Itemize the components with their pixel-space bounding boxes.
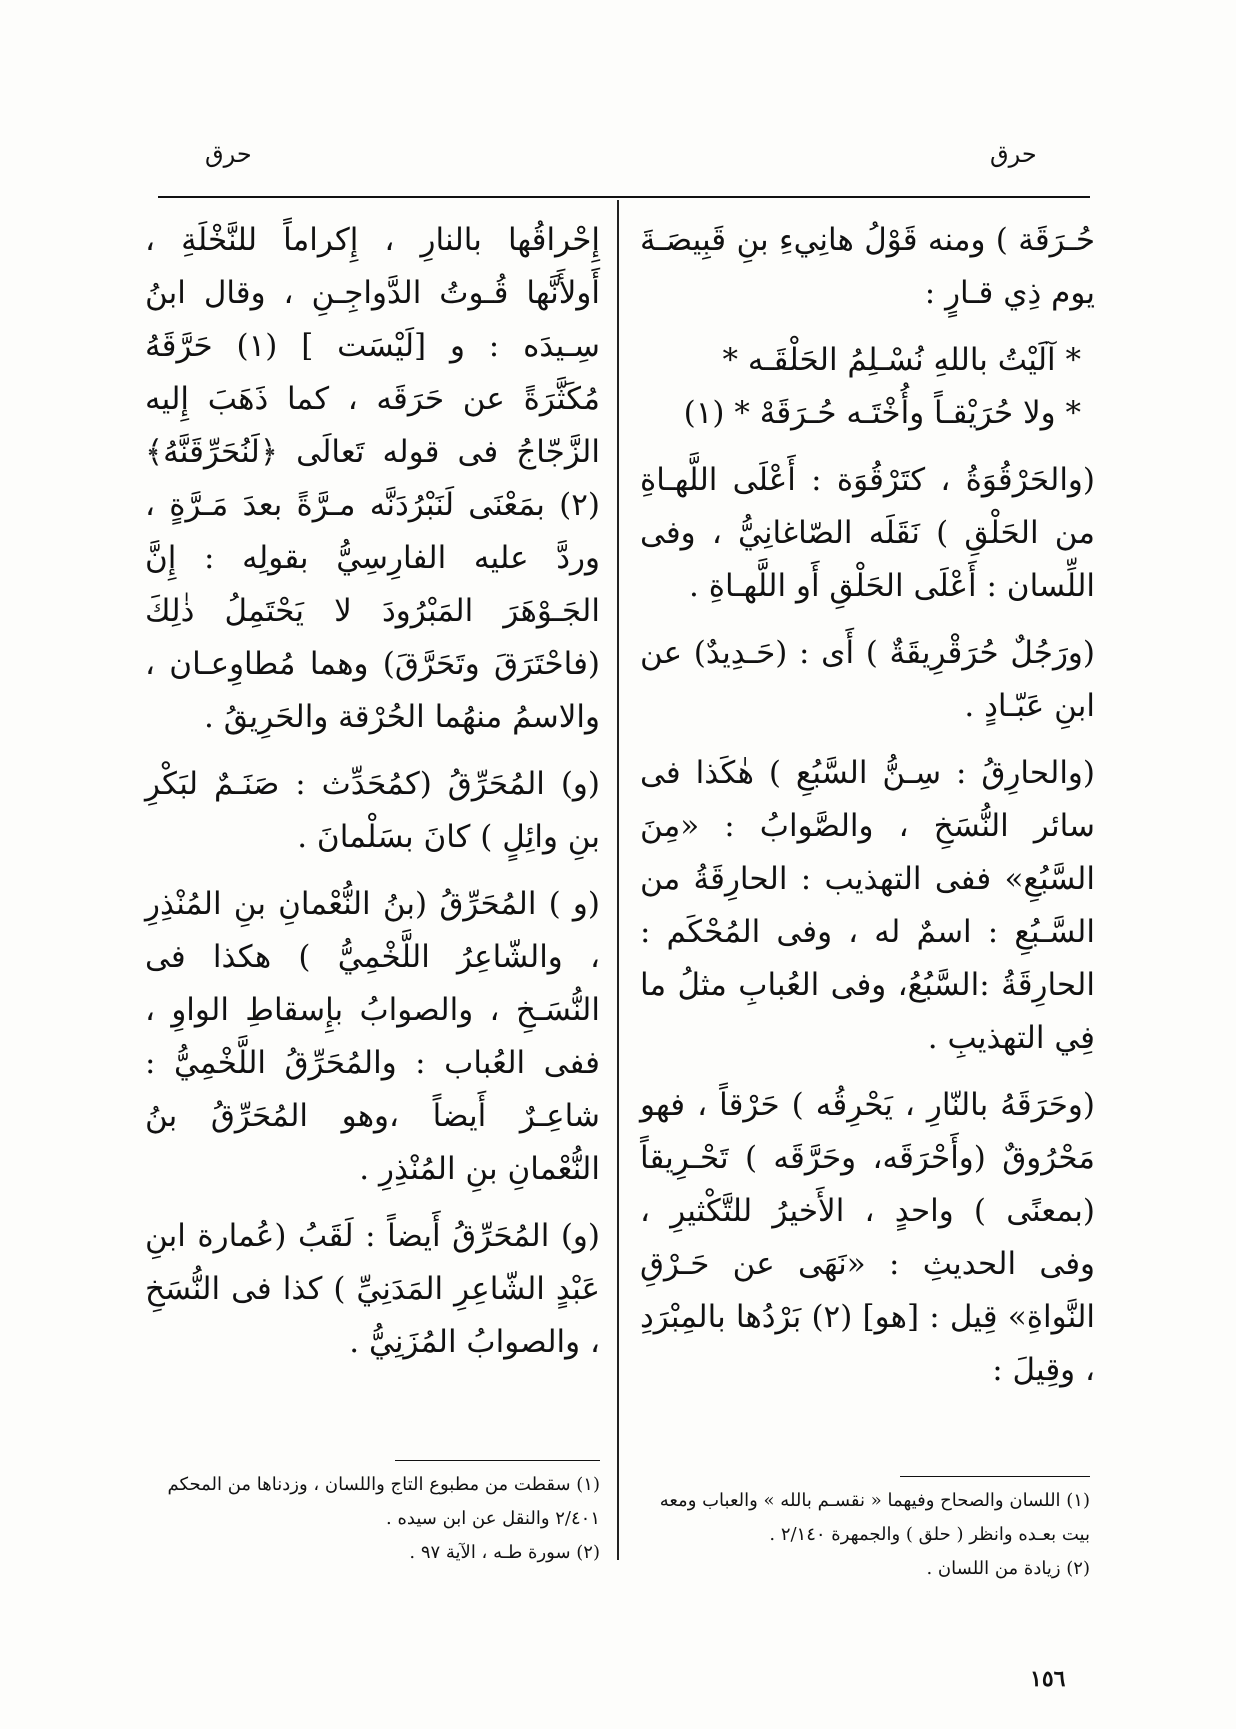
page-number: ١٥٦ <box>1030 1666 1066 1692</box>
footnotes-right <box>640 1484 1090 1586</box>
footnote: (١) سقطت من مطبوع التاج واللسان ، وزدناها من المحكم ٢/٤٠١ والنقل عن ابن سيده . <box>167 1474 600 1529</box>
header-rule <box>158 196 1090 198</box>
running-header-right: حرق <box>990 140 1037 168</box>
footnote: (١) اللسان والصحاح وفيهما « نقسـم بالله » والعباب ومعه بيت بعـده وانظر ( حلق ) والجمهرة ٢/١٤٠ . <box>659 1490 1090 1545</box>
entry-paragraph: (وحَرَقَهُ بالنّارِ ، يَحْرِقُه ) حَرْقاً ، فهو مَحْرُوقٌ (وأَحْرَقَه، وحَرَّقَه ) تَحْـرِيقاً (بمعنًى ) واحدٍ ، الأَخيرُ للتَّكْثيرِ ، وفى الحديثِ : «نَهَى عن حَـرْقِ النَّواةِ» قِيل : [هو] (٢) بَرْدُها بالمِبْرَدِ ، وقِيلَ : <box>640 1087 1096 1388</box>
entry-paragraph: (والحارِقُ : سِـنُّ السَّبُعِ ) هٰكَذا فى سائر النُّسَخِ ، والصَّوابُ : «مِنَ السَّبُعِ» ففى التهذيب : الحارِقَةُ من السَّـبُعِ : اسمٌ له ، وفى المُحْكَم : الحارِقَةُ :السَّبُعُ، وفى العُبابِ مثلُ ما فِي التهذيبِ . <box>640 755 1095 1056</box>
entry-paragraph: حُـرَقَة ) ومنه قَوْلُ هانِيءِ بنِ قَبِيصَـةَ يوم ذِي قـارٍ : <box>640 222 1095 311</box>
entry-paragraph: إِحْراقُها بالنارِ ، إِكراماً للنَّخْلَةِ ، أَولأَنَّها قُـوتُ الدَّواجِـنِ ، وقال ابنُ سِـيدَه : و [لَيْسَت ] (١) حَرَّقَهُ مُكَثَّرَةً عن حَرَقَه ، كما ذَهَبَ إِليه الزَّجّاجُ فى قوله تَعالَى ﴿لَنُحَرِّقَنَّهُ﴾ (٢) بمَعْنَى لَنَبْرُدَنَّه مـرَّةً بعدَ مَـرَّةٍ ، وردَّ عليه الفارِسِيُّ بقولِه : إِنَّ الجَـوْهَرَ المَبْرُودَ لا يَحْتَمِلُ ذٰلِكَ (فاحْتَرَقَ وتَحَرَّقَ) وهما مُطاوِعـان ، والاسمُ منهُما الحُرْقة والحَرِيقُ . <box>145 222 600 735</box>
entry-paragraph: (و) المُحَرِّقُ أَيضاً : لَقَبُ (عُمارة ابنِ عَبْدٍ الشّاعِرِ المَدَنِيِّ ) كذا فى النُّسَخِ ، والصوابُ المُزَنِيُّ . <box>145 1218 600 1360</box>
column-divider <box>617 200 619 1560</box>
footnote-rule-right <box>900 1476 1090 1477</box>
entry-paragraph: (و) المُحَرِّقُ (كمُحَدِّث : صَنَـمٌ لبَكْرِ بنِ وائِلٍ ) كانَ بسَلْمانَ . <box>145 766 600 855</box>
footnote: (٢) سورة طـه ، الآية ٩٧ . <box>409 1542 600 1563</box>
entry-paragraph: (ورَجُلٌ حُرَقْرِيقَةٌ ) أَى : (حَـدِيدٌ) عن ابنِ عَبّـادٍ . <box>640 635 1095 724</box>
entry-paragraph: (والحَرْقُوَةُ ، كتَرْقُوَة : أَعْلَى اللَّهـاةِ من الحَلْقِ ) نَقَلَه الصّاغانِيُّ ، وفى اللِّسان : أَعْلَى الحَلْقِ أَو اللَّهـاةِ . <box>640 462 1095 604</box>
running-header-left: حرق <box>205 140 252 168</box>
footnote-rule-left <box>395 1460 600 1461</box>
left-column <box>145 214 600 1383</box>
footnotes-left <box>145 1468 600 1570</box>
footnote: (٢) زيادة من اللسان . <box>926 1558 1090 1579</box>
verse-line: * آلَيْتُ باللهِ نُسْـلِمُ الحَلْقَـه * <box>722 342 1081 378</box>
verse-block <box>640 334 1095 440</box>
entry-paragraph: (و ) المُحَرِّقُ (بنُ النُّعْمانِ بنِ المُنْذِرِ ، والشّاعِرُ اللَّخْمِيُّ ) هكذا فى النُّسَـخِ ، والصوابُ بإِسقاطِ الواوِ ، ففى العُباب : والمُحَرِّقُ اللَّخْمِيُّ : شاعِـرٌ أَيضاً ،وهو المُحَرِّقُ بنُ النُّعْمانِ بنِ المُنْذِرِ . <box>145 886 600 1187</box>
verse-line: * ولا حُرَيْقـاً وأُخْتَـه حُـرَقَهْ * (١) <box>683 395 1081 431</box>
right-column <box>640 214 1095 1411</box>
